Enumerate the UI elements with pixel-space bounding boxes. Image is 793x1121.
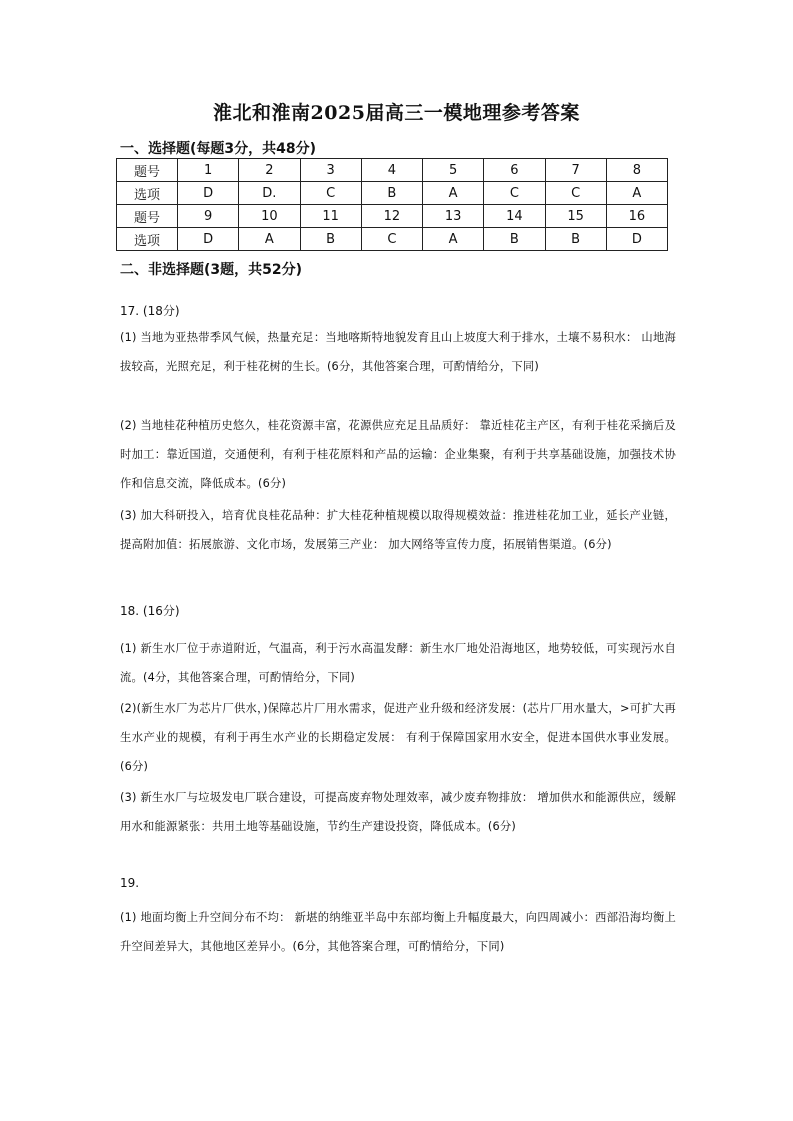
table-cell: 选项 — [117, 228, 178, 251]
table-cell: D. — [239, 182, 300, 205]
table-cell: B — [545, 228, 606, 251]
question-17-heading: 17. (18分) — [120, 304, 180, 318]
page-title: 淮北和淮南2025届高三一模地理参考答案 — [213, 102, 580, 124]
table-cell: 5 — [423, 159, 484, 182]
table-row — [117, 205, 668, 228]
table-cell: A — [423, 228, 484, 251]
table-cell: D — [178, 182, 239, 205]
table-cell: 8 — [606, 159, 667, 182]
table-row — [117, 182, 668, 205]
table-cell: 题号 — [117, 159, 178, 182]
table-cell: A — [423, 182, 484, 205]
table-cell: B — [361, 182, 422, 205]
table-cell: C — [300, 182, 361, 205]
table-cell: 1 — [178, 159, 239, 182]
table-cell: 7 — [545, 159, 606, 182]
table-cell: C — [545, 182, 606, 205]
table-cell: 6 — [484, 159, 545, 182]
table-cell: 10 — [239, 205, 300, 228]
table-cell: C — [484, 182, 545, 205]
question-17-answer-2: (2) 当地桂花种植历史悠久，桂花资源丰富，花源供应充足且品质好： 靠近桂花主产区，有利于桂花采摘后及时加工：靠近国道，交通便利，有利于桂花原料和产品的运输：企业集聚，有利于共享基础设施，加强技术协作和信息交流，降低成本。(6分) — [120, 419, 676, 490]
question-18-answer-3: (3) 新生水厂与垃圾发电厂联合建设，可提高废弃物处理效率，减少废弃物排放： 增加供水和能源供应，缓解用水和能源紧张：共用土地等基础设施，节约生产建设投资，降低成本。(6分) — [120, 791, 676, 833]
table-cell: B — [300, 228, 361, 251]
table-cell: D — [606, 228, 667, 251]
answer-table — [116, 158, 668, 251]
table-row — [117, 228, 668, 251]
section-heading-nonchoice: 二、非选择题(3题，共52分) — [120, 262, 303, 278]
question-18-answer-1: (1) 新生水厂位于赤道附近，气温高，利于污水高温发酵：新生水厂地处沿海地区，地势较低，可实现污水自流。(4分，其他答案合理，可酌情给分，下同) — [120, 642, 676, 684]
table-cell: A — [239, 228, 300, 251]
question-17-answer-1: (1) 当地为亚热带季风气候，热量充足：当地喀斯特地貌发育且山上坡度大利于排水，土壤不易积水： 山地海拔较高，光照充足，利于桂花树的生长。(6分，其他答案合理，可酌情给分，下同) — [120, 331, 676, 373]
table-cell: 14 — [484, 205, 545, 228]
table-cell: 15 — [545, 205, 606, 228]
table-cell: A — [606, 182, 667, 205]
table-cell: 11 — [300, 205, 361, 228]
table-cell: 2 — [239, 159, 300, 182]
table-cell: 12 — [361, 205, 422, 228]
question-17-answer-3: (3) 加大科研投入，培育优良桂花品种：扩大桂花种植规模以取得规模效益：推进桂花加工业，延长产业链，提高附加值：拓展旅游、文化市场，发展第三产业： 加大网络等宣传力度，拓展销售渠道。(6分) — [120, 509, 676, 551]
table-cell: D — [178, 228, 239, 251]
section-heading-choice: 一、选择题(每题3分，共48分) — [120, 141, 317, 157]
table-cell: 3 — [300, 159, 361, 182]
table-cell: 选项 — [117, 182, 178, 205]
table-cell: 9 — [178, 205, 239, 228]
table-cell: 4 — [361, 159, 422, 182]
question-19-answer-1: (1) 地面均衡上升空间分布不均： 新堪的纳维亚半岛中东部均衡上升幅度最大，向四周减小：西部沿海均衡上升空间差异大，其他地区差异小。(6分，其他答案合理，可酌情给分，下同) — [120, 911, 676, 953]
table-cell: B — [484, 228, 545, 251]
table-cell: 16 — [606, 205, 667, 228]
table-cell: C — [361, 228, 422, 251]
question-18-heading: 18. (16分) — [120, 604, 180, 618]
table-cell: 13 — [423, 205, 484, 228]
table-cell: 题号 — [117, 205, 178, 228]
question-18-answer-2: (2)(新生水厂为芯片厂供水，)保障芯片厂用水需求，促进产业升级和经济发展：(芯片厂用水量大，>可扩大再生水产业的规模，有利于再生水产业的长期稳定发展： 有利于保障国家用水安全，促进本国供水事业发展。(6分) — [120, 702, 676, 773]
table-row — [117, 159, 668, 182]
question-19-heading: 19. — [120, 876, 140, 890]
